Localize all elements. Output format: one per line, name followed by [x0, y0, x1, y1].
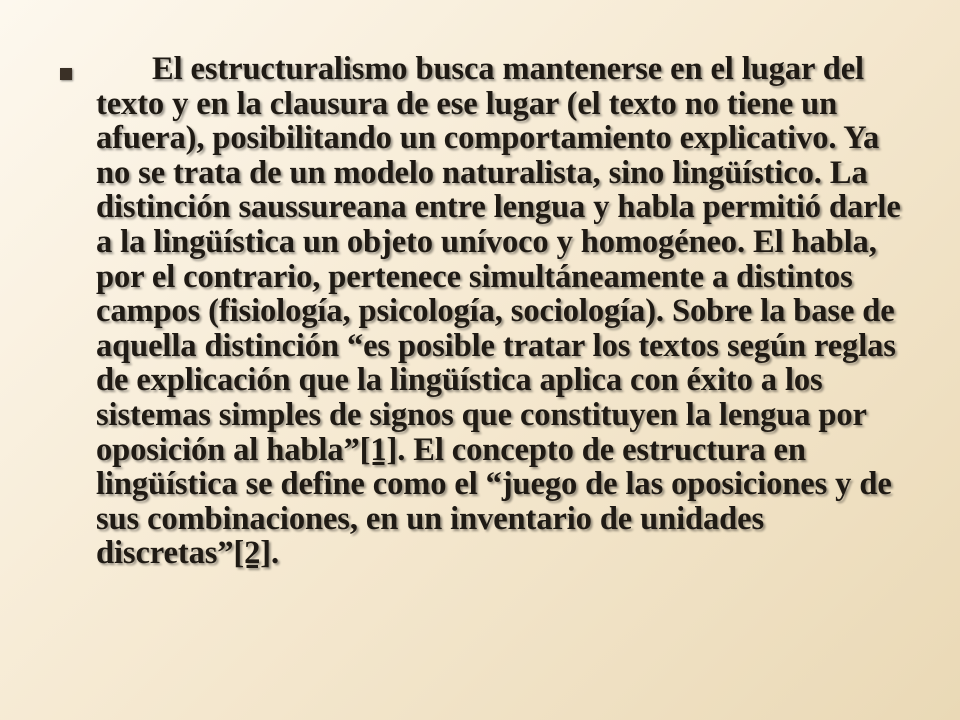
paragraph-text-2: . El concepto de estructura en lingüística se define como el “juego de las oposiciones y de sus combinaciones, en un inventario de unidades discretas” [96, 431, 892, 572]
body-paragraph [96, 52, 911, 571]
paragraph-text-1: El estructuralismo busca mantenerse en el lugar del texto y en la clausura de ese lugar (el texto no tiene un afuera), posibilitando un comportamiento explicativo. Ya no se trata de un modelo naturalista, sino lingüístico. La distinción saussureana entre lengua y habla permitió darle a la lingüística un objeto unívoco y homogéneo. El habla, por el contrario, pertenece simultáneamente a distintos campos (fisiología, psicología, sociología). Sobre la base de aquella distinción “es posible tratar los textos según reglas de explicación que la lingüística aplica con éxito a los sistemas simples de signos que constituyen la lengua por oposición al habla” [96, 51, 901, 468]
paragraph-text-3: . [271, 535, 280, 572]
bullet-square-icon [60, 68, 72, 80]
footnote-link-2[interactable]: [2] [233, 535, 272, 572]
footnote-link-1[interactable]: [1] [359, 431, 398, 468]
